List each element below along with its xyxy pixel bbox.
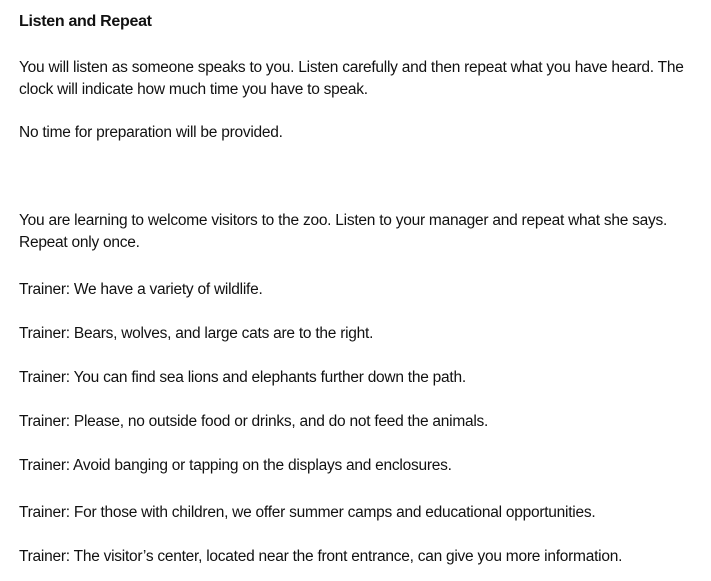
- trainer-line: Trainer: We have a variety of wildlife.: [19, 281, 263, 298]
- trainer-line: Trainer: For those with children, we offer summer camps and educational opportunities.: [19, 504, 596, 521]
- task-title: Listen and Repeat: [19, 13, 152, 30]
- preparation-note: No time for preparation will be provided.: [19, 124, 283, 141]
- scenario-description: You are learning to welcome visitors to the zoo. Listen to your manager and repeat what she says. Repeat only once.: [19, 212, 668, 251]
- trainer-line: Trainer: The visitor’s center, located near the front entrance, can give you more information.: [19, 548, 623, 565]
- trainer-line: Trainer: You can find sea lions and elephants further down the path.: [19, 369, 466, 386]
- trainer-line: Trainer: Bears, wolves, and large cats are to the right.: [19, 325, 374, 342]
- trainer-line: Trainer: Please, no outside food or drinks, and do not feed the animals.: [19, 413, 489, 430]
- trainer-line: Trainer: Avoid banging or tapping on the displays and enclosures.: [19, 457, 452, 474]
- task-instructions: You will listen as someone speaks to you. Listen carefully and then repeat what you have heard. The clock will indicate how much time you have to speak.: [19, 59, 684, 98]
